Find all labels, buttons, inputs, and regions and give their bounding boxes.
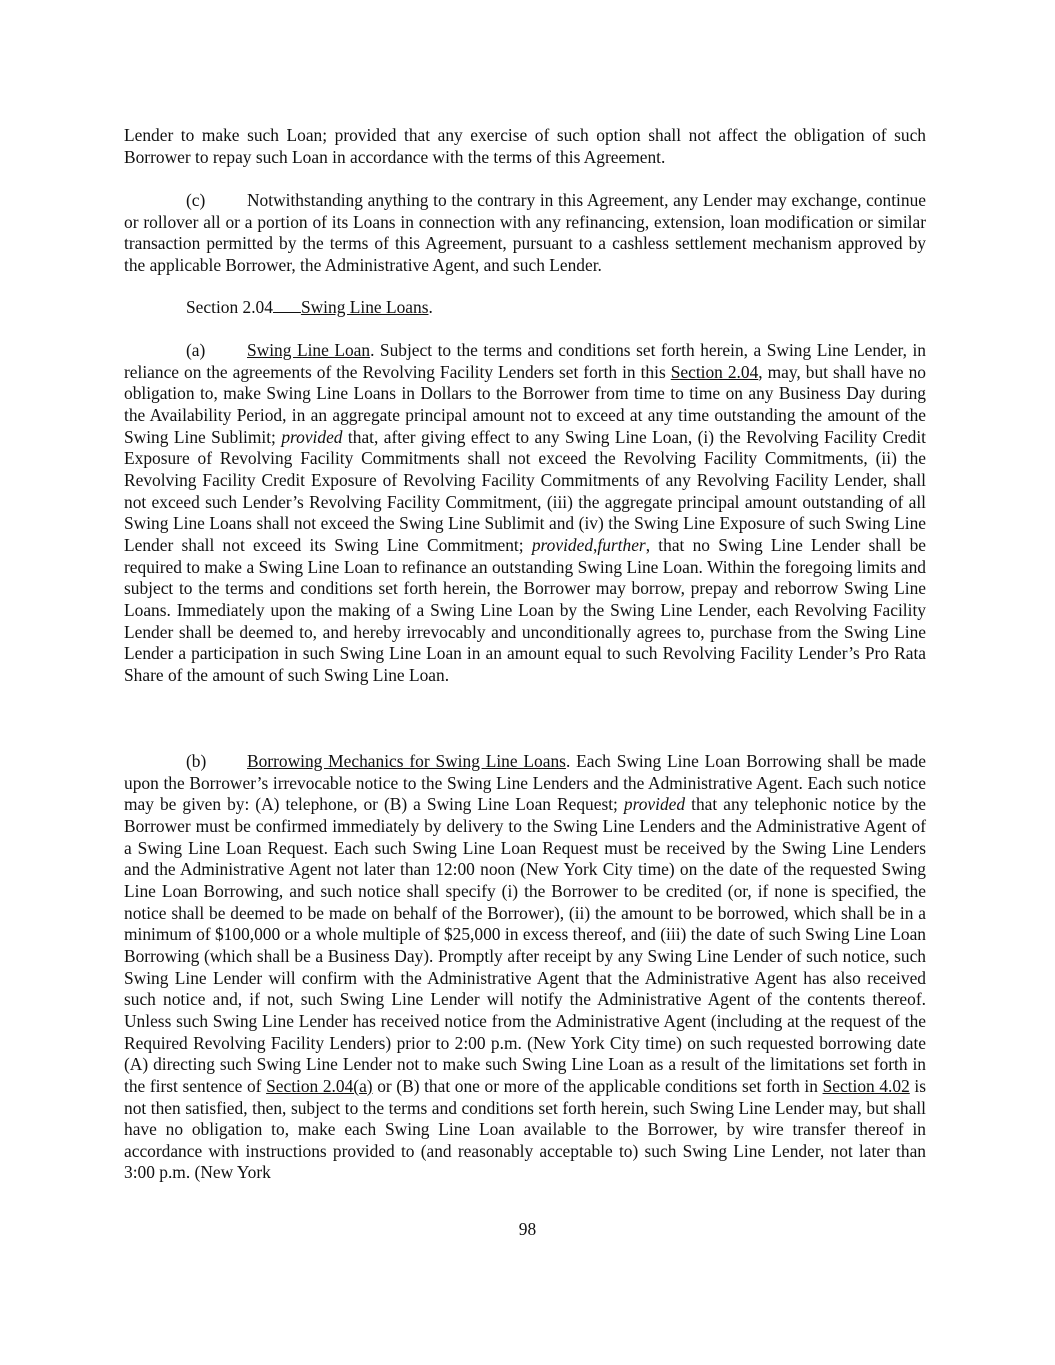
paragraph-label: (b) xyxy=(186,751,207,771)
continuation-paragraph: Lender to make such Loan; provided that any exercise of such option shall not affect the obligation of such Borrower to repay such Loan in accordance with the terms of this Agreement. xyxy=(124,125,926,167)
paragraph-b: (b) Borrowing Mechanics for Swing Line Loans. Each Swing Line Loan Borrowing shall be made upon the Borrower’s irrevocable notice to the Swing Line Lenders and the Administrative Agent. Each such notice may be given by: (A) telephone, or (B) a Swing Line Loan Request; provided that any telephonic notice by the Borrower must be confirmed immediately by delivery to the Swing Line Lenders and the Administrative Agent of a Swing Line Loan Request. Each such Swing Line Loan Request must be received by the Swing Line Lenders and the Administrative Agent not later than 12:00 noon (New York City time) on the date of the requested Swing Line Loan Borrowing, and such notice shall specify (i) the Borrower to be credited (or, if none is specified, the notice shall be deemed to be made on behalf of the Borrower), (ii) the amount to be borrowed, which shall be in a minimum of $100,000 or a whole multiple of $25,000 in excess thereof, and (iii) the date of such Swing Line Loan Borrowing (which shall be a Business Day). Promptly after receipt by any Swing Line Lender of such notice, such Swing Line Lender will confirm with the Administrative Agent that the Administrative Agent has also received such notice and, if not, such Swing Line Lender will notify the Administrative Agent of the contents thereof. Unless such Swing Line Lender has received notice from the Administrative Agent (including at the request of the Required Revolving Facility Lenders) prior to 2:00 p.m. (New York City time) on such requested borrowing date (A) directing such Swing Line Lender not to make such Swing Line Loan as a result of the limitations set forth in the first sentence of Section 2.04(a) or (B) that one or more of the applicable conditions set forth in Section 4.02 is not then satisfied, then, subject to the terms and conditions set forth herein, such Swing Line Lender may, but shall have no obligation to, make each Swing Line Loan available to the Borrower, by wire transfer thereof in accordance with instructions provided to (and reasonably acceptable to) such Swing Line Lender, not later than 3:00 p.m. (New York xyxy=(124,751,926,1183)
page-number: 98 xyxy=(518,1219,537,1239)
paragraph-c: (c) Notwithstanding anything to the contrary in this Agreement, any Lender may exchange, continue or rollover all or a portion of its Loans in connection with any refinancing, extension, loan modification or similar transaction permitted by the terms of this Agreement, pursuant to a cashless settlement mechanism approved by the applicable Borrower, the Administrative Agent, and such Lender. xyxy=(124,190,926,275)
section-reference-link[interactable]: Section 2.04 xyxy=(670,361,759,382)
section-reference-link[interactable]: Section 4.02 xyxy=(822,1075,910,1096)
section-number: Section 2.04 xyxy=(186,297,273,317)
section-heading: Section 2.04 Swing Line Loans. xyxy=(186,297,433,317)
paragraph-title: Borrowing Mechanics for Swing Line Loans xyxy=(247,751,566,771)
paragraph-a: (a) Swing Line Loan. Subject to the terms and conditions set forth herein, a Swing Line Lender, in reliance on the agreements of the Revolving Facility Lenders set forth in this Section 2.04, may, but shall have no obligation to, make Swing Line Loans in Dollars to the Borrower from time to time on any Business Day during the Availability Period, in an aggregate principal amount not to exceed at any time outstanding the amount of the Swing Line Sublimit; provided that, after giving effect to any Swing Line Loan, (i) the Revolving Facility Credit Exposure of Revolving Facility Commitments shall not exceed the Revolving Facility Commitments, (ii) the Revolving Facility Credit Exposure of Revolving Facility Commitments of any Revolving Facility Lender, shall not exceed such Lender’s Revolving Facility Commitment, (iii) the aggregate principal amount outstanding of all Swing Line Loans shall not exceed the Swing Line Sublimit and (iv) the Swing Line Exposure of such Swing Line Lender shall not exceed its Swing Line Commitment; provided,further, that no Swing Line Lender shall be required to make a Swing Line Loan to refinance an outstanding Swing Line Loan. Within the foregoing limits and subject to the terms and conditions set forth herein, the Borrower may borrow, prepay and reborrow Swing Line Loans. Immediately upon the making of a Swing Line Loan by the Swing Line Lender, each Revolving Facility Lender shall be deemed to, and hereby irrevocably and unconditionally agrees to, purchase from the Swing Line Lender a participation in such Swing Line Loan in an amount equal to such Revolving Facility Lender’s Pro Rata Share of the amount of such Swing Line Loan. xyxy=(124,340,926,685)
heading-underline-space xyxy=(273,297,301,313)
paragraph-label: (a) xyxy=(186,340,206,360)
paragraph-title: Swing Line Loan xyxy=(247,340,371,360)
section-reference-link[interactable]: Section 2.04(a) xyxy=(266,1075,373,1096)
section-title: Swing Line Loans xyxy=(300,297,429,317)
paragraph-label: (c) xyxy=(186,190,206,210)
